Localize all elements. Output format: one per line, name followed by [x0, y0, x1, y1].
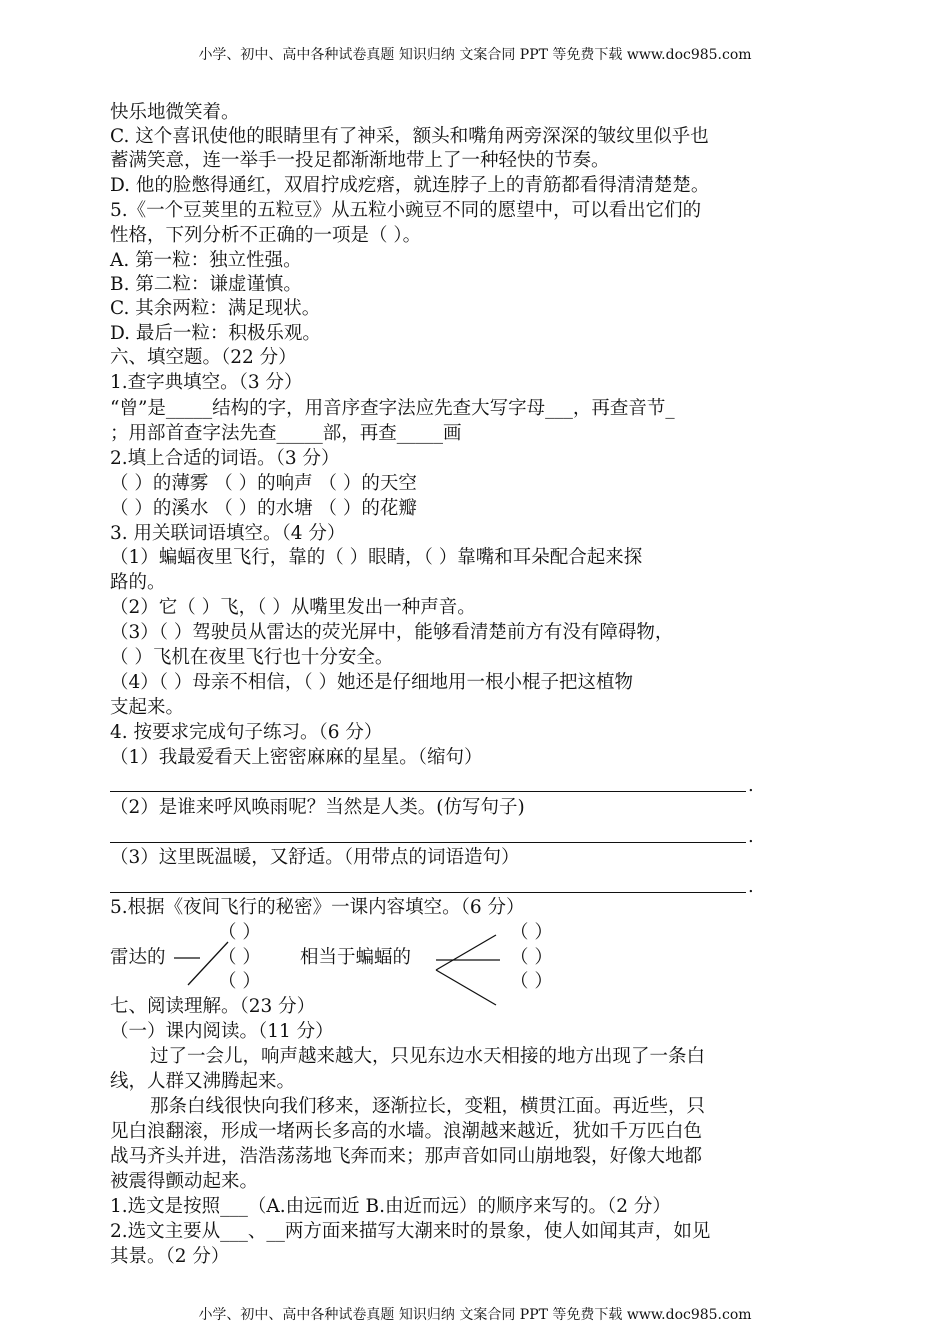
section-7-title: 七、阅读理解。（23 分）: [110, 996, 316, 1017]
diagram-blank: （ ）: [218, 971, 261, 992]
text-line: （3）（ ）驾驶员从雷达的荧光屏中，能够看清楚前方有没有障碍物，: [110, 622, 674, 643]
option-a: A. 第一粒：独立性强。: [110, 250, 302, 271]
passage-line: 战马齐头并进，浩浩荡荡地飞奔而来；那声音如同山崩地裂，好像大地都: [110, 1146, 703, 1167]
text-line: （1）我最爱看天上密密麻麻的星星。（缩句）: [110, 747, 483, 768]
text-line: 路的。: [110, 572, 166, 593]
question-5: 5.《一个豆荚里的五粒豆》从五粒小豌豆不同的愿望中，可以看出它们的: [110, 200, 702, 221]
diagram-blank: （ ）: [510, 947, 553, 968]
passage-line: 见白浪翻滚，形成一堵两长多高的水墙。浪潮越来越近，犹如千万匹白色: [110, 1121, 703, 1142]
diagram-left-label: 雷达的: [110, 947, 166, 968]
fill-row: （ ）的薄雾 （ ）的响声 （ ）的天空: [110, 473, 417, 494]
section-6-title: 六、填空题。（22 分）: [110, 347, 297, 368]
passage-line: 被震得颤动起来。: [110, 1171, 259, 1192]
reading-question-1: 1.选文是按照___（A.由远而近 B.由近而远）的顺序来写的。（2 分）: [110, 1196, 671, 1217]
diagram-blank: （ ）: [218, 922, 261, 943]
reading-question-2: 2.选文主要从___、__两方面来描写大潮来时的景象，使人如闻其声，如见: [110, 1221, 711, 1242]
fill-row: （ ）的溪水 （ ）的水塘 （ ）的花瓣: [110, 498, 417, 519]
question-5: 5.根据《夜间飞行的秘密》一课内容填空。（6 分）: [110, 897, 525, 918]
text-line: （2）是谁来呼风唤雨呢？当然是人类。(仿写句子): [110, 797, 525, 818]
question-2: 2.填上合适的词语。（3 分）: [110, 448, 340, 469]
text-line: （ ）飞机在夜里飞行也十分安全。: [110, 647, 394, 668]
diagram-blank: （ ）: [218, 947, 261, 968]
text-line: 支起来。: [110, 697, 185, 718]
text-line: （1）蝙蝠夜里飞行，靠的（ ）眼睛，（ ）靠嘴和耳朵配合起来探: [110, 547, 643, 568]
text-line: （3）这里既温暖，又舒适。（用带点的词语造句）: [110, 847, 520, 868]
period: .: [748, 826, 754, 847]
text-line: ；用部首查字法先查_____部，再查_____画: [110, 423, 462, 444]
diagram-blank: （ ）: [510, 971, 553, 992]
text-line: “曾”是_____结构的字，用音序查字法应先查大写字母___，再查音节_: [110, 398, 675, 419]
diagram-mid-label: 相当于蝙蝠的: [300, 947, 412, 968]
text-line: （4）（ ）母亲不相信，（ ）她还是仔细地用一根小棍子把这植物: [110, 672, 634, 693]
option-d: D. 他的脸憋得通红，双眉拧成疙瘩，就连脖子上的青筋都看得清清楚楚。: [110, 175, 710, 196]
text-line: （2）它（ ）飞，（ ）从嘴里发出一种声音。: [110, 597, 476, 618]
question-1: 1.查字典填空。（3 分）: [110, 372, 303, 393]
option-b: B. 第二粒：谦虚谨慎。: [110, 274, 302, 295]
question-4: 4. 按要求完成句子练习。（6 分）: [110, 722, 383, 743]
option-c: C. 其余两粒：满足现状。: [110, 298, 321, 319]
option-c: C. 这个喜讯使他的眼睛里有了神采，额头和嘴角两旁深深的皱纹里似乎也: [110, 126, 709, 147]
subsection-title: （一）课内阅读。（11 分）: [110, 1021, 334, 1042]
page-footer: 小学、初中、高中各种试卷真题 知识归纳 文案合同 PPT 等免费下载 www.doc985.com: [198, 1307, 752, 1323]
passage-line: 过了一会儿，响声越来越大，只见东边水天相接的地方出现了一条白: [150, 1046, 706, 1067]
period: .: [748, 775, 754, 796]
question-3: 3. 用关联词语填空。（4 分）: [110, 523, 346, 544]
passage-line: 那条白线很快向我们移来，逐渐拉长，变粗，横贯江面。再近些，只: [150, 1096, 706, 1117]
text-line: 快乐地微笑着。: [110, 102, 240, 123]
diagram-blank: （ ）: [510, 922, 553, 943]
period: .: [748, 876, 754, 897]
option-d: D. 最后一粒：积极乐观。: [110, 323, 321, 344]
page-header: 小学、初中、高中各种试卷真题 知识归纳 文案合同 PPT 等免费下载 www.doc985.com: [198, 47, 752, 63]
text-line: 其景。（2 分）: [110, 1246, 230, 1267]
text-line: 蓄满笑意，连一举手一投足都渐渐地带上了一种轻快的节奏。: [110, 150, 610, 171]
passage-line: 线，人群又沸腾起来。: [110, 1071, 296, 1092]
text-line: 性格，下列分析不正确的一项是（ ）。: [110, 225, 422, 246]
